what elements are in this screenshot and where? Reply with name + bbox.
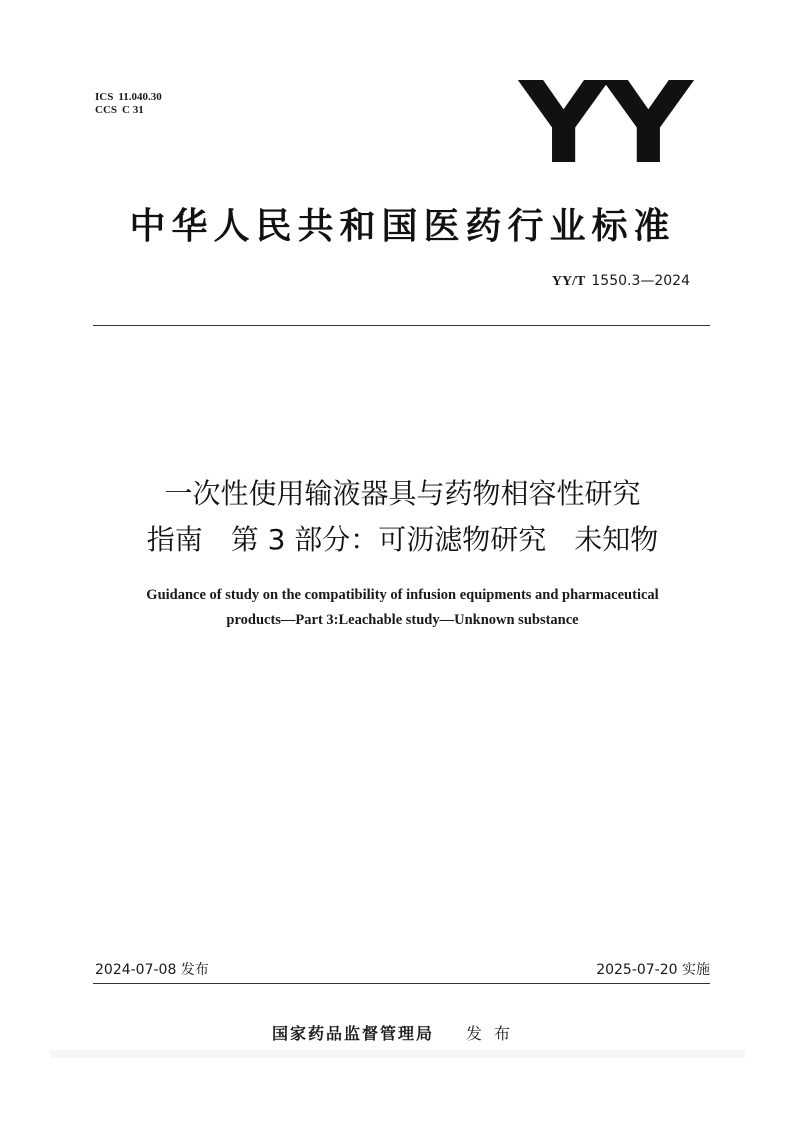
implementation-date: 2025-07-20 实施 — [596, 962, 710, 978]
standard-number-prefix: YY/T — [551, 274, 586, 289]
document-title-cn — [95, 471, 710, 563]
title-en-line-1: Guidance of study on the compatibility of infusion equipments and pharmaceutical — [146, 587, 659, 603]
standard-type-title: 中华人民共和国医药行业标准 — [129, 206, 676, 247]
issuer-action: 发布 — [466, 1024, 523, 1043]
title-cn-line-1: 一次性使用输液器具与药物相容性研究 — [164, 477, 641, 510]
ics-label: ICS — [95, 91, 114, 103]
issue-date: 2024-07-08 发布 — [95, 962, 209, 978]
ics-value: 11.040.30 — [118, 91, 162, 103]
top-divider — [93, 325, 710, 326]
standard-number — [552, 273, 690, 290]
ccs-code — [95, 104, 162, 117]
ics-code — [95, 91, 162, 104]
title-en-line-2: products—Part 3:Leachable study—Unknown substance — [226, 612, 579, 628]
issuer-org: 国家药品监督管理局 — [272, 1024, 435, 1043]
yy-logo: YY — [519, 59, 689, 189]
title-cn-line-2: 指南 第 3 部分：可沥滤物研究 未知物 — [146, 523, 659, 556]
scan-shadow — [50, 1050, 745, 1058]
bottom-divider — [93, 983, 710, 984]
ccs-label: CCS — [95, 104, 118, 116]
document-title-en — [95, 583, 710, 633]
issuer — [272, 1021, 522, 1044]
classification-codes — [95, 91, 162, 117]
standard-number-value: 1550.3—2024 — [591, 273, 690, 289]
ccs-value: C 31 — [122, 104, 144, 116]
